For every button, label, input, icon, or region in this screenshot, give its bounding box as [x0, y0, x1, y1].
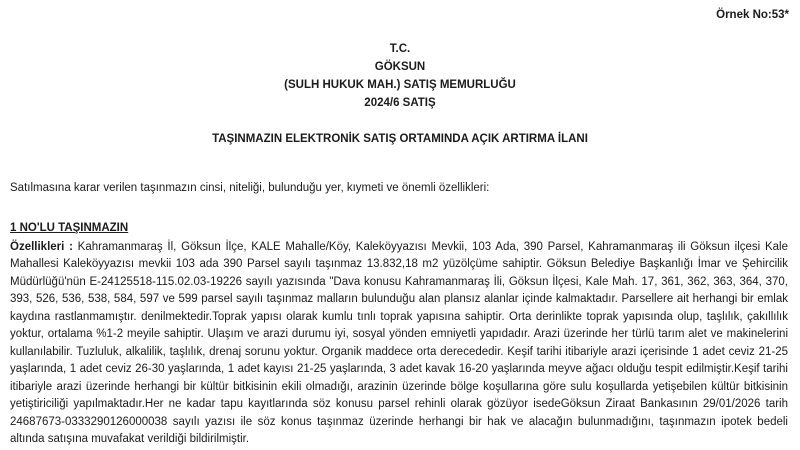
header-office: (SULH HUKUK MAH.) SATIŞ MEMURLUĞU: [284, 79, 516, 91]
intro-text: Satılmasına karar verilen taşınmazın cinsi, niteliği, bulunduğu yer, kıymeti ve önemli özellikleri:: [10, 182, 490, 194]
sample-number: Örnek No:53*: [716, 9, 789, 21]
property-details: [10, 239, 788, 448]
notice-title: TAŞINMAZIN ELEKTRONİK SATIŞ ORTAMINDA AÇIK ARTIRMA İLANI: [212, 133, 588, 145]
property-section-title: 1 NO'LU TAŞINMAZIN: [10, 222, 129, 234]
property-details-text: Kahramanmaraş İl, Göksun İlçe, KALE Mahalle/Köy, Kaleköyyazısı Mevkii, 103 Ada, 390 Parsel, Kahramanmaraş ili Göksun ilçesi Kale Mahallesi Kaleköyyazısı mevkii 103 ada 390 Parsel sayılı taşınmaz 13.832,18 m2 yüzölçüme sahiptir. Göksun Belediye Başkanlığı İmar ve Şehircilik Müdürlüğü'nün E-24125518-115.02.03-19226 sayılı yazısında "Dava konusu Kahramanmaraş İli, Göksun İlçesi, Kale Mah. 17, 361, 362, 363, 364, 370, 393, 526, 536, 538, 584, 597 ve 599 parsel sayılı taşınmaz malların bulunduğu alan plansız alanlar içinde kalmaktadır. Parsellere ait herhangi bir emlak kaydına rastlanmamıştır. denilmektedir.Toprak yapısı olarak kumlu tınlı toprak yapısına sahiptir. Orta derinlikte toprak yapısında olup, taşlılık, çakıllılık yoktur, ortalama %1-2 meyile sahiptir. Ulaşım ve arazi durumu iyi, sosyal yönden emniyetli yapıdadır. Arazi üzerinde her türlü tarım alet ve makinelerini kullanılabilir. Tuzluluk, alkalilik, taşlılık, drenaj sorunu yoktur. Organik maddece orta derecededir. Keşif tarihi itibariyle arazi içerisinde 1 adet ceviz 21-25 yaşlarında, 1 adet ceviz 26-30 yaşlarında, 1 adet kayısı 21-25 yaşlarında, 3 adet kavak 16-20 yaşlarında meyve ağacı olduğu tespit edilmiştir.Keşif tarihi itibariyle arazi üzerinde herhangi bir kültür bitkisinin ekili olmadığı, arazinin üzerinde bölge koşullarına göre sulu koşullarda yetişebilen kültür bitkisinin yetiştiriciliği yapılmaktadır.Her ne kadar tapu kayıtlarında söz konusu parsel rehinli olarak gözüyor isedeGöksun Ziraat Bankasının 29/01/2026 tarih 24687673-0333290126000038 sayılı yazısı ile söz konus taşınmaz üzerinde herhangi bir hak ve alacağın bulunmadığını, taşınmazın ipotek bedeli altında satışına muvafakat verildiği bildirilmiştir.: [10, 241, 788, 445]
property-details-label: Özellikleri :: [10, 241, 78, 253]
header-district: GÖKSUN: [374, 61, 426, 73]
header-republic: T.C.: [389, 43, 411, 55]
header-case-no: 2024/6 SATIŞ: [364, 97, 436, 109]
document-header: [0, 40, 800, 112]
